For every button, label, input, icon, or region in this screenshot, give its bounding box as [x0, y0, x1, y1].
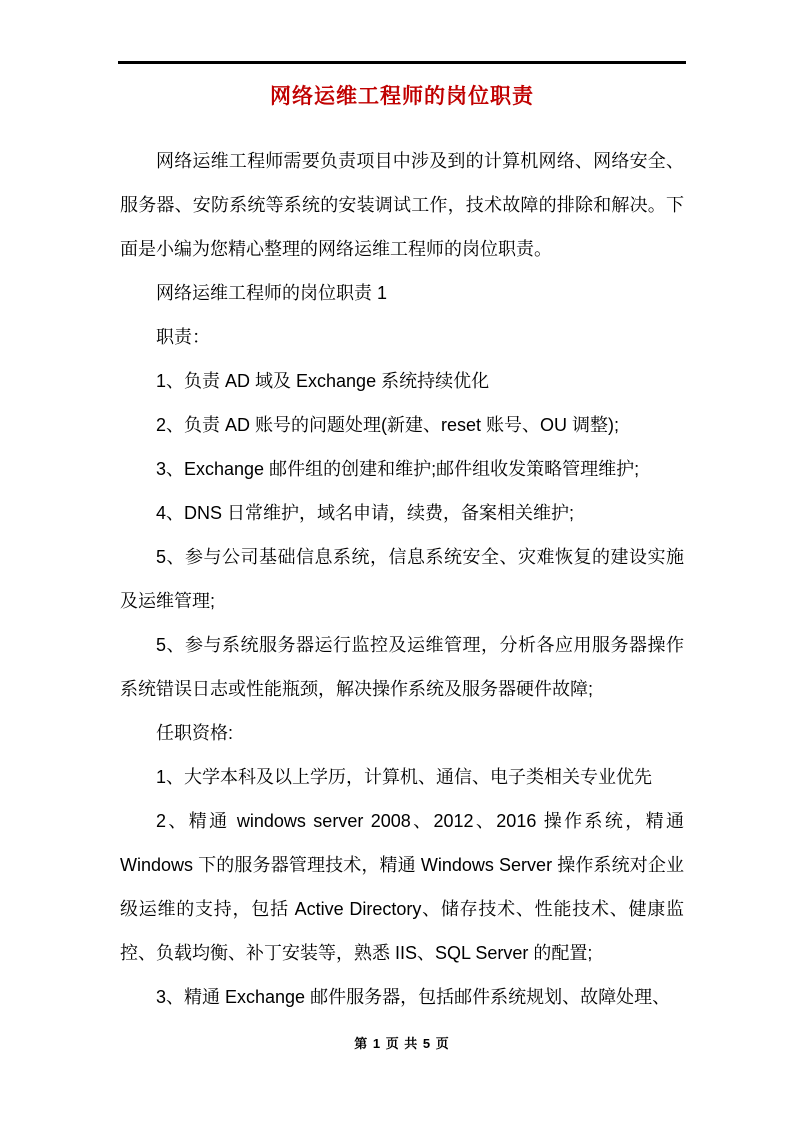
- paragraph-duty-5b: 5、参与系统服务器运行监控及运维管理，分析各应用服务器操作系统错误日志或性能瓶颈，解决操作系统及服务器硬件故障;: [120, 635, 684, 699]
- page-title: 网络运维工程师的岗位职责: [270, 85, 534, 108]
- paragraph-duty-5a: 5、参与公司基础信息系统，信息系统安全、灾难恢复的建设实施及运维管理;: [120, 547, 684, 611]
- header-rule: [118, 61, 686, 64]
- paragraph-qualification-2: 2、精通 windows server 2008、2012、2016 操作系统，精通 Windows 下的服务器管理技术，精通 Windows Server 操作系统对企业级运维的支持，包括 Active Directory、储存技术、性能技术、健康监控、负载均衡、补丁安装等，熟悉 IIS、SQL Server 的配置;: [120, 811, 684, 963]
- paragraph-section-head: 网络运维工程师的岗位职责 1: [156, 283, 388, 303]
- paragraph-duty-label: 职责：: [156, 327, 210, 347]
- page-footer: 第 1 页 共 5 页: [354, 1036, 450, 1051]
- paragraph-duty-4: 4、DNS 日常维护，域名申请，续费，备案相关维护;: [156, 503, 575, 523]
- paragraph-duty-1: 1、负责 AD 域及 Exchange 系统持续优化: [156, 371, 490, 391]
- paragraph-qualification-1: 1、大学本科及以上学历，计算机、通信、电子类相关专业优先: [156, 767, 653, 787]
- paragraph-intro: 网络运维工程师需要负责项目中涉及到的计算机网络、网络安全、服务器、安防系统等系统的安装调试工作，技术故障的排除和解决。下面是小编为您精心整理的网络运维工程师的岗位职责。: [120, 151, 684, 259]
- document-body: [120, 139, 684, 1019]
- paragraph-qualification-3: 3、精通 Exchange 邮件服务器，包括邮件系统规划、故障处理、: [156, 987, 671, 1007]
- paragraph-qualification-label: 任职资格:: [156, 723, 234, 743]
- paragraph-duty-3: 3、Exchange 邮件组的创建和维护;邮件组收发策略管理维护;: [156, 459, 640, 479]
- paragraph-duty-2: 2、负责 AD 账号的问题处理(新建、reset 账号、OU 调整);: [156, 415, 620, 435]
